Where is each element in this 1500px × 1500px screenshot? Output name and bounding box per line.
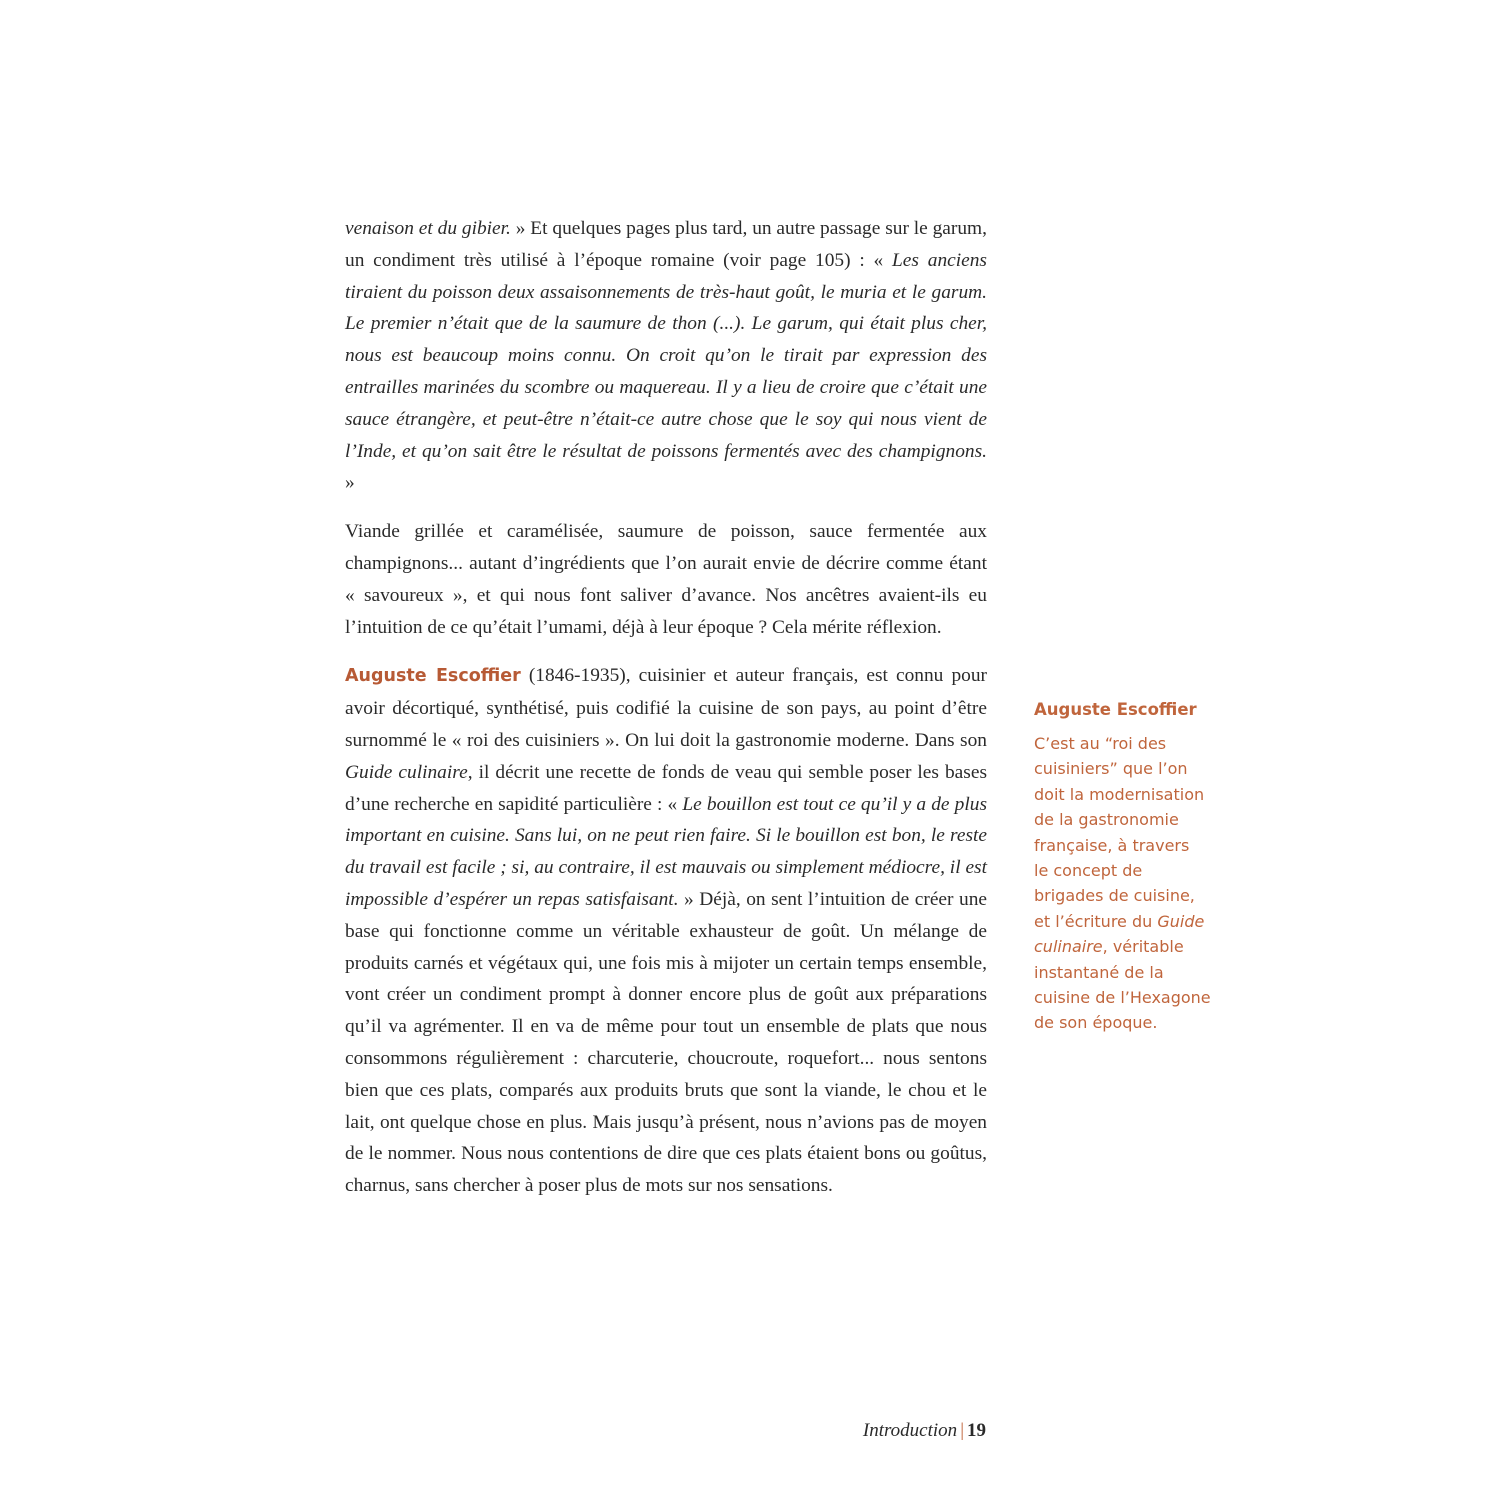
paragraph-garum [345, 213, 987, 499]
sidebar-line: de son époque. [1034, 1013, 1158, 1033]
section-name: Introduction [862, 1420, 958, 1441]
paragraph-escoffier [345, 660, 987, 1202]
page-number: 19 [967, 1420, 986, 1441]
italic-lead: venaison et du gibier. [345, 218, 511, 239]
sidebar-line: le concept de [1034, 861, 1143, 881]
paragraph-text: » Déjà, on sent l’intuition de créer une base qui fonctionne comme un véritable exhausteur de goût. Un mélange de produits carnés et végétaux qui, une fois mis à mijoter un certain temps ensemble, vont créer un condiment prompt à donner encore plus de goût aux préparations qu’il va agrémenter. Il en va de même pour tout un ensemble de plats que nous consommons régulièrement : charcuterie, choucroute, roquefort... nous sentons bien que ces plats, comparés aux produits bruts que sont la viande, le chou et le lait, ont quelque chose en plus. Mais jusqu’à présent, nous n’avions pas de moyen de le nommer. Nous nous contentions de dire que ces plats étaient bons ou goûtus, charnus, sans chercher à poser plus de mots sur nos sensations. [345, 888, 987, 1197]
main-text-column [345, 213, 987, 1219]
sidebar-body [1034, 731, 1224, 1036]
escoffier-name: Auguste Escoffier [345, 666, 521, 687]
sidebar-line: brigades de cuisine, [1034, 886, 1195, 906]
sidebar-line-text: culinaire, véritable [1034, 937, 1184, 957]
quote-close: » [345, 472, 355, 494]
sidebar-line: de la gastronomie [1034, 810, 1179, 830]
page-footer [863, 1420, 986, 1442]
folio-separator: | [960, 1420, 964, 1441]
sidebar-line-guide [1034, 909, 1224, 934]
sidebar-title: Auguste Escoffier [1034, 700, 1197, 719]
sidebar-line-culinaire [1034, 934, 1224, 959]
book-title: Guide culinaire [345, 761, 468, 783]
paragraph-text: » Et quelques pages plus tard, un autre passage sur le garum, un condiment très utilisé à l’époque romaine (voir page 105) : « [345, 218, 987, 271]
sidebar-note [1034, 697, 1224, 1036]
sidebar-line: cuisiniers” que l’on [1034, 759, 1188, 779]
garum-quote: Les anciens tiraient du poisson deux assaisonnements de très-haut goût, le muria et le garum. Le premier n’était que de la saumure de thon (...). Le garum, qui était plus cher, nous est beaucoup moins connu. On croit qu’on le tirait par expression des entrailles marinées du scombre ou maquereau. Il y a lieu de croire que c’était une sauce étrangère, et peut-être n’était-ce autre chose que le soy qui nous vient de l’Inde, et qu’on sait être le résultat de poissons fermentés avec des champignons. [345, 249, 987, 462]
sidebar-book-word: culinaire [1034, 937, 1103, 957]
bouillon-quote: Le bouillon est tout ce qu’il y a de plus important en cuisine. Sans lui, on ne peut rien faire. Si le bouillon est bon, le reste du travail est facile ; si, au contraire, il est mauvais ou simplement médiocre, il est impossible d’espérer un repas satisfaisant. [345, 793, 987, 910]
sidebar-line: doit la modernisation [1034, 784, 1205, 804]
paragraph-umami: Viande grillée et caramélisée, saumure de poisson, sauce fermentée aux champignons... autant d’ingrédients que l’on aurait envie de décrire comme étant « savoureux », et qui nous font saliver d’avance. Nos ancêtres avaient-ils eu l’intuition de ce qu’était l’umami, déjà à leur époque ? Cela mérite réflexion. [345, 521, 987, 638]
paragraph-text: (1846-1935), cuisinier et auteur français, est connu pour avoir décortiqué, synthétisé, puis codifié la cuisine de son pays, au point d’être surnommé le « roi des cuisiniers ». On lui doit la gastronomie moderne. Dans son [345, 665, 987, 751]
sidebar-line: instantané de la [1034, 962, 1164, 982]
paragraph-text: , il décrit une recette de fonds de veau qui semble poser les bases d’une recherche en sapidité particulière : « [345, 761, 987, 815]
sidebar-line: C’est au “roi des [1034, 734, 1167, 753]
sidebar-line: cuisine de l’Hexagone [1034, 988, 1211, 1008]
sidebar-line-text: et l’écriture du [1034, 911, 1158, 931]
sidebar-line: française, à travers [1034, 835, 1190, 855]
sidebar-book-word: Guide [1157, 911, 1205, 931]
